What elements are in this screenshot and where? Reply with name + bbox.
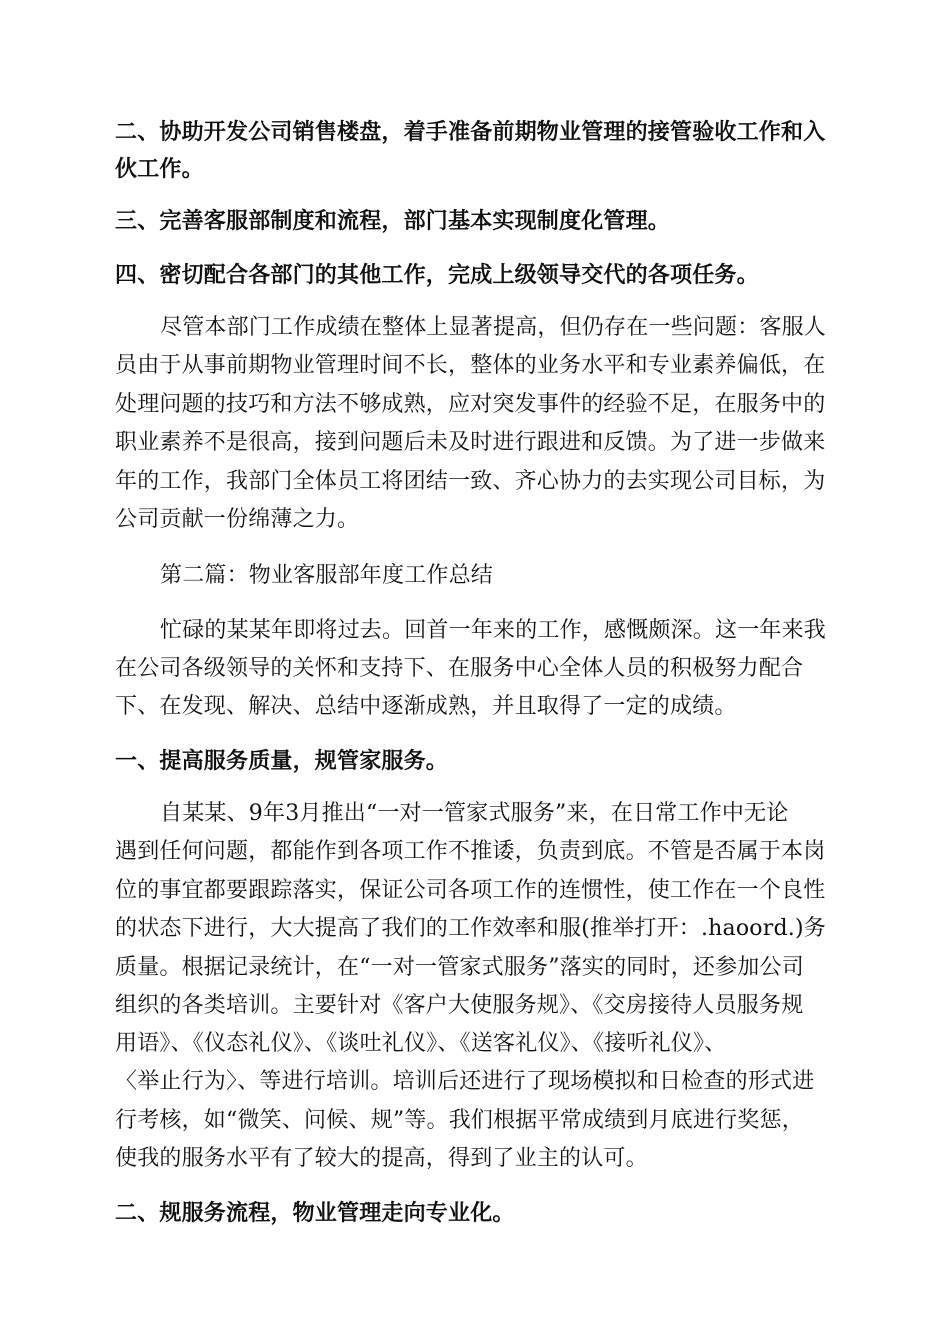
heading-line: 四、密切配合各部门的其他工作，完成上级领导交代的各项任务。 — [115, 262, 759, 288]
paragraph-line: 组织的各类培训。主要针对《客户大使服务规》、《交房接待人员服务规 — [115, 993, 804, 1018]
paragraph-line: 〈举止行为〉、等进行培训。培训后还进行了现场模拟和日检查的形式进 — [115, 1069, 815, 1094]
paragraph-line: 自某某、9年3月推出“一对一管家式服务”来，在日常工作中无论 — [160, 801, 789, 826]
heading-line: 伙工作。 — [115, 156, 204, 182]
heading-line: 二、规服务流程，物业管理走向专业化。 — [115, 1200, 515, 1226]
paragraph-line: 的状态下进行，大大提高了我们的工作效率和服(推举打开：.haoord.)务 — [115, 916, 826, 941]
paragraph-line: 用语》、《仪态礼仪》、《谈吐礼仪》、《送客礼仪》、《接听礼仪》、 — [115, 1031, 727, 1056]
paragraph-line: 下、在发现、解决、总结中逐渐成熟，并且取得了一定的成绩。 — [115, 694, 737, 719]
paragraph-line: 尽管本部门工作成绩在整体上显著提高，但仍存在一些问题：客服人 — [160, 315, 827, 340]
paragraph-line: 员由于从事前期物业管理时间不长，整体的业务水平和专业素养偏低，在 — [115, 353, 826, 378]
paragraph-line: 职业素养不是很高，接到问题后未及时进行跟进和反馈。为了进一步做来 — [115, 430, 826, 455]
paragraph-line: 忙碌的某某年即将过去。回首一年来的工作，感慨颇深。这一年来我 — [160, 618, 827, 643]
paragraph-line: 年的工作，我部门全体员工将团结一致、齐心协力的去实现公司目标，为 — [115, 469, 826, 494]
section-subtitle: 第二篇：物业客服部年度工作总结 — [160, 563, 494, 588]
heading-line: 二、协助开发公司销售楼盘，着手准备前期物业管理的接管验收工作和入 — [115, 119, 826, 145]
paragraph-line: 位的事宜都要跟踪落实，保证公司各项工作的连惯性，使工作在一个良性 — [115, 878, 826, 903]
paragraph-line: 在公司各级领导的关怀和支持下、在服务中心全体人员的积极努力配合 — [115, 656, 804, 681]
heading-line: 一、提高服务质量，规管家服务。 — [115, 748, 449, 774]
heading-line: 三、完善客服部制度和流程，部门基本实现制度化管理。 — [115, 208, 671, 234]
paragraph-line: 公司贡献一份绵薄之力。 — [115, 507, 360, 532]
paragraph-line: 遇到任何问题，都能作到各项工作不推诿，负责到底。不管是否属于本岗 — [115, 839, 826, 864]
paragraph-line: 行考核，如“微笑、问候、规”等。我们根据平常成绩到月底进行奖惩， — [115, 1108, 804, 1133]
paragraph-line: 处理问题的技巧和方法不够成熟，应对突发事件的经验不足，在服务中的 — [115, 392, 826, 417]
paragraph-line: 质量。根据记录统计，在“一对一管家式服务”落实的同时，还参加公司 — [115, 955, 804, 980]
paragraph-line: 使我的服务水平有了较大的提高，得到了业主的认可。 — [115, 1146, 648, 1171]
